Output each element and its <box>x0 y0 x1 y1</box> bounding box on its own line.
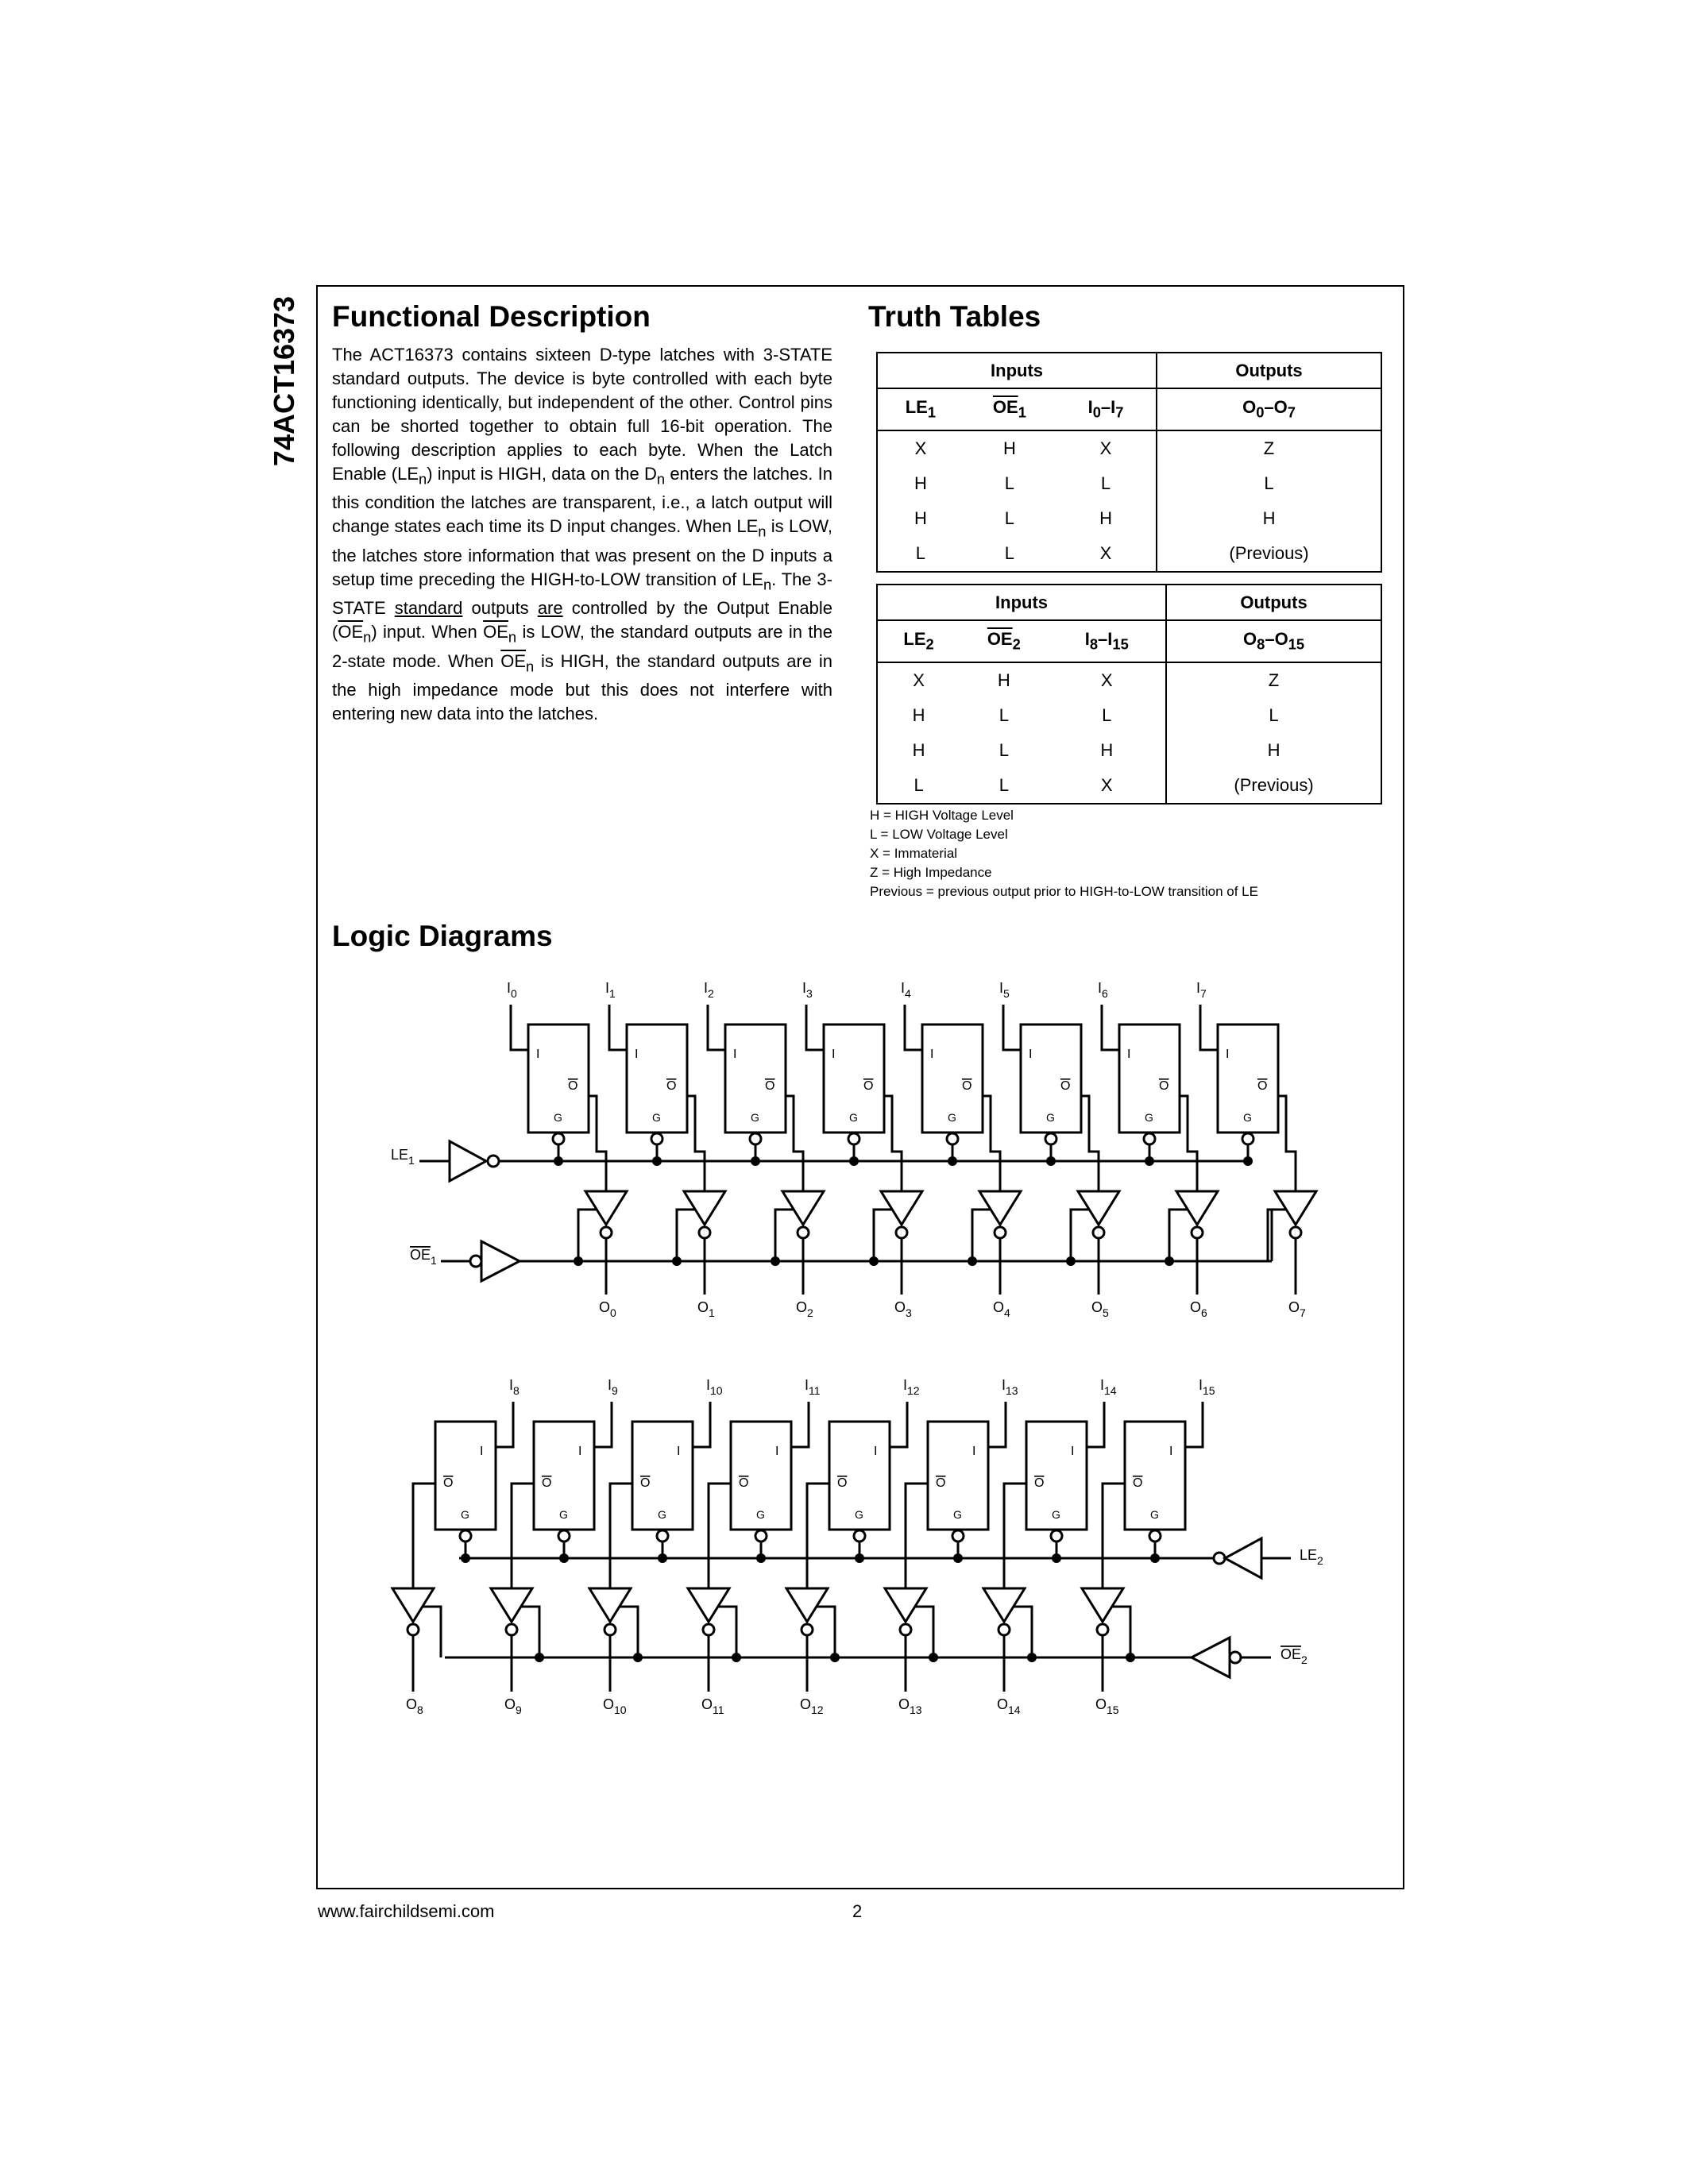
buffer-bubble <box>1093 1227 1104 1238</box>
output-buffer <box>491 1588 532 1622</box>
junction-dot <box>830 1653 840 1662</box>
data-output-label: $O_5$ <box>1091 1299 1109 1319</box>
legend-item: Previous = previous output prior to HIGH-to-LOW transition of LE <box>870 884 1258 899</box>
latch-g-bubble <box>460 1530 471 1542</box>
data-input-wire <box>511 1005 528 1050</box>
data-input-label: $I_4$ <box>901 980 911 1000</box>
latch-output-wire <box>1081 1096 1099 1191</box>
latch-pin-g: G <box>855 1508 863 1521</box>
data-input-label: $I_8$ <box>509 1377 520 1397</box>
data-output-label: $O_{13}$ <box>898 1696 922 1716</box>
junction-dot <box>1165 1256 1174 1266</box>
enable-wire <box>677 1210 695 1261</box>
data-input-label: $I_7$ <box>1196 980 1207 1000</box>
data-input-label: $I_9$ <box>608 1377 618 1397</box>
col-inputs: $I_0-I_7$ <box>1056 388 1157 430</box>
enable-wire <box>972 1210 991 1261</box>
latch-pin-o: O <box>1034 1476 1045 1490</box>
junction-dot <box>1145 1156 1154 1166</box>
latch-pin-o: O <box>962 1079 972 1093</box>
latch-pin-i: I <box>480 1445 484 1458</box>
junction-dot <box>633 1653 643 1662</box>
junction-dot <box>1243 1156 1253 1166</box>
latch-output-wire <box>884 1096 902 1191</box>
latch-pin-i: I <box>1226 1048 1230 1061</box>
output-buffer <box>585 1191 627 1225</box>
legend-item: H = HIGH Voltage Level <box>870 808 1014 823</box>
data-output-label: $O_{12}$ <box>800 1696 824 1716</box>
buffer-bubble <box>699 1227 710 1238</box>
data-input-wire <box>594 1402 612 1447</box>
enable-wire <box>874 1210 892 1261</box>
junction-dot <box>732 1653 741 1662</box>
data-input-wire <box>693 1402 710 1447</box>
col-oe: $\overline{OE}_2$ <box>960 620 1048 662</box>
output-buffer <box>1082 1588 1123 1622</box>
data-input-wire <box>496 1402 513 1447</box>
page-number: 2 <box>852 1901 863 1921</box>
latch-output-wire <box>1004 1484 1026 1588</box>
output-buffer <box>392 1588 434 1622</box>
legend-item: Z = High Impedance <box>870 865 992 880</box>
latch-g-bubble <box>1242 1133 1253 1144</box>
latch-pin-o: O <box>936 1476 946 1490</box>
le1-label: $LE_1$ <box>391 1147 415 1167</box>
latch-g-bubble <box>1045 1133 1056 1144</box>
latch-pin-i: I <box>1029 1048 1033 1061</box>
latch-pin-i: I <box>972 1445 976 1458</box>
junction-dot <box>1150 1553 1160 1563</box>
data-input-wire <box>1200 1005 1218 1050</box>
enable-wire <box>817 1607 835 1657</box>
buffer-bubble <box>408 1624 419 1635</box>
data-input-label: $I_0$ <box>507 980 517 1000</box>
latch-pin-o: O <box>542 1476 552 1490</box>
data-input-wire <box>1087 1402 1104 1447</box>
le1-bubble <box>488 1156 499 1167</box>
col-outputs: $O_0-O_7$ <box>1157 388 1381 430</box>
enable-wire <box>620 1607 638 1657</box>
data-output-label: $O_{11}$ <box>701 1696 724 1716</box>
data-input-wire <box>890 1402 907 1447</box>
junction-dot <box>1066 1256 1076 1266</box>
inputs-header: Inputs <box>877 585 1166 620</box>
data-input-label: $I_2$ <box>704 980 714 1000</box>
latch-pin-i: I <box>677 1445 681 1458</box>
data-input-wire <box>988 1402 1006 1447</box>
latch-g-bubble <box>755 1530 767 1542</box>
junction-dot <box>554 1156 563 1166</box>
junction-dot <box>461 1553 470 1563</box>
buffer-bubble <box>601 1227 612 1238</box>
enable-wire <box>775 1210 794 1261</box>
enable-wire <box>1014 1607 1032 1657</box>
data-input-wire <box>1102 1005 1119 1050</box>
data-input-label: $I_3$ <box>802 980 813 1000</box>
enable-wire <box>423 1607 441 1657</box>
data-input-label: $I_{13}$ <box>1002 1377 1018 1397</box>
junction-dot <box>771 1256 780 1266</box>
data-input-wire <box>806 1005 824 1050</box>
functional-description-heading: Functional Description <box>332 300 651 333</box>
junction-dot <box>756 1553 766 1563</box>
table-row: H L L L <box>877 466 1381 501</box>
data-input-label: $I_5$ <box>999 980 1010 1000</box>
table-row: L L X (Previous) <box>877 768 1381 804</box>
latch-pin-g: G <box>751 1111 759 1124</box>
col-oe: $\overline{OE}_1$ <box>964 388 1056 430</box>
latch-pin-i: I <box>635 1048 639 1061</box>
output-buffer <box>983 1588 1025 1622</box>
latch-g-bubble <box>947 1133 958 1144</box>
latch-pin-o: O <box>568 1079 578 1093</box>
enable-wire <box>718 1607 736 1657</box>
output-buffer <box>688 1588 729 1622</box>
latch-pin-o: O <box>837 1476 848 1490</box>
inputs-header: Inputs <box>877 353 1157 388</box>
latch-output-wire <box>413 1484 435 1588</box>
buffer-bubble <box>802 1624 813 1635</box>
junction-dot <box>968 1256 977 1266</box>
data-input-label: $I_6$ <box>1098 980 1108 1000</box>
oe1-label: $OE_1$ <box>410 1247 437 1267</box>
junction-dot <box>948 1156 957 1166</box>
data-input-label: $I_{10}$ <box>706 1377 723 1397</box>
data-output-label: $O_{14}$ <box>997 1696 1021 1716</box>
outputs-header: Outputs <box>1166 585 1381 620</box>
latch-pin-g: G <box>658 1508 666 1521</box>
col-outputs: $O_8-O_{15}$ <box>1166 620 1381 662</box>
buffer-bubble <box>506 1624 517 1635</box>
output-buffer <box>1078 1191 1119 1225</box>
oe2-buffer <box>1192 1638 1230 1677</box>
latch-pin-o: O <box>765 1079 775 1093</box>
latch-output-wire <box>709 1484 731 1588</box>
junction-dot <box>1126 1653 1135 1662</box>
junction-dot <box>855 1553 864 1563</box>
junction-dot <box>929 1653 938 1662</box>
latch-g-bubble <box>657 1530 668 1542</box>
junction-dot <box>652 1156 662 1166</box>
outputs-header: Outputs <box>1157 353 1381 388</box>
latch-output-wire <box>610 1484 632 1588</box>
data-input-wire <box>1185 1402 1203 1447</box>
functional-description-text: The ACT16373 contains sixteen D-type latches with 3-STATE standard outputs. The device is byte controlled with each byte functioning identically, but independent of the other. Control pins can be shorted together to obtain full 16-bit operation. The following description applies to each byte. When the Latch Enable $(LE_n)$ input is HIGH, data on the $D_n$ enters the latches. In this condition the latches are transparent, i.e., a latch output will change states each time its D input changes. When $LE_n$ is LOW, the latches store information that was present on the D inputs a setup time preceding the HIGH-to-LOW transition of $LE_n$. The 3-STATE standard outputs are controlled by the Output Enable $(\overline{OE}_n)$ input. When $\overline{OE}_n$ is LOW, the standard outputs are in the 2-state mode. When $\overline{OE}_n$ is HIGH, the standard outputs are in the high impedance mode but this does not interfere with entering new data into the latches. <box>332 345 833 723</box>
oe2-bubble <box>1230 1652 1241 1663</box>
latch-pin-g: G <box>1145 1111 1153 1124</box>
latch-pin-g: G <box>849 1111 858 1124</box>
output-buffer <box>589 1588 631 1622</box>
latch-pin-g: G <box>559 1508 568 1521</box>
col-le: $LE_2$ <box>877 620 960 662</box>
data-output-label: $O_{10}$ <box>603 1696 627 1716</box>
latch-g-bubble <box>854 1530 865 1542</box>
latch-pin-i: I <box>1169 1445 1173 1458</box>
latch-pin-i: I <box>930 1048 934 1061</box>
data-input-label: $I_1$ <box>605 980 616 1000</box>
junction-dot <box>559 1553 569 1563</box>
latch-pin-g: G <box>953 1508 962 1521</box>
buffer-bubble <box>1192 1227 1203 1238</box>
latch-pin-o: O <box>666 1079 677 1093</box>
data-output-label: $O_8$ <box>406 1696 423 1716</box>
junction-dot <box>535 1653 544 1662</box>
buffer-bubble <box>999 1624 1010 1635</box>
latch-pin-g: G <box>1243 1111 1252 1124</box>
latch-output-wire <box>512 1484 534 1588</box>
latch-pin-o: O <box>863 1079 874 1093</box>
latch-pin-o: O <box>640 1476 651 1490</box>
output-buffer <box>782 1191 824 1225</box>
latch-pin-i: I <box>1127 1048 1131 1061</box>
latch-output-wire <box>786 1096 803 1191</box>
enable-wire <box>521 1607 539 1657</box>
latch-pin-o: O <box>443 1476 454 1490</box>
latch-g-bubble <box>952 1530 964 1542</box>
latch-g-bubble <box>1144 1133 1155 1144</box>
junction-dot <box>869 1256 879 1266</box>
part-number: 74ACT16373 <box>268 295 300 467</box>
junction-dot <box>849 1156 859 1166</box>
table-row: H L H H <box>877 733 1381 768</box>
output-buffer <box>979 1191 1021 1225</box>
buffer-bubble <box>798 1227 809 1238</box>
data-output-label: $O_6$ <box>1190 1299 1207 1319</box>
output-buffer <box>684 1191 725 1225</box>
le2-buffer <box>1225 1538 1261 1578</box>
latch-output-wire <box>807 1484 829 1588</box>
latch-pin-g: G <box>554 1111 562 1124</box>
latch-pin-o: O <box>1257 1079 1268 1093</box>
output-buffer <box>1275 1191 1316 1225</box>
latch-g-bubble <box>1149 1530 1161 1542</box>
data-output-label: $O_2$ <box>796 1299 813 1319</box>
footer-url[interactable]: www.fairchildsemi.com <box>318 1901 495 1921</box>
enable-wire <box>1169 1210 1188 1261</box>
junction-dot <box>658 1553 667 1563</box>
latch-output-wire <box>1103 1484 1125 1588</box>
latch-output-wire <box>1180 1096 1197 1191</box>
legend-item: L = LOW Voltage Level <box>870 827 1008 842</box>
table-row: X H X Z <box>877 662 1381 698</box>
table-row: H L L L <box>877 698 1381 733</box>
latch-pin-o: O <box>739 1476 749 1490</box>
latch-pin-i: I <box>733 1048 737 1061</box>
buffer-bubble <box>995 1227 1006 1238</box>
latch-output-wire <box>589 1096 606 1191</box>
junction-dot <box>574 1256 583 1266</box>
data-input-label: $I_{12}$ <box>903 1377 920 1397</box>
data-output-label: $O_0$ <box>599 1299 616 1319</box>
logic-diagrams-heading: Logic Diagrams <box>332 920 553 952</box>
data-input-wire <box>791 1402 809 1447</box>
table-row: L L X (Previous) <box>877 536 1381 572</box>
junction-dot <box>751 1156 760 1166</box>
latch-pin-o: O <box>1133 1476 1143 1490</box>
data-output-label: $O_7$ <box>1288 1299 1306 1319</box>
buffer-bubble <box>1097 1624 1108 1635</box>
output-buffer <box>881 1191 922 1225</box>
junction-dot <box>1052 1553 1061 1563</box>
latch-g-bubble <box>651 1133 662 1144</box>
le1-buffer <box>450 1141 486 1181</box>
oe1-buffer <box>481 1241 520 1281</box>
enable-wire <box>915 1607 933 1657</box>
table-row: H L H H <box>877 501 1381 536</box>
junction-dot <box>953 1553 963 1563</box>
data-input-wire <box>905 1005 922 1050</box>
buffer-bubble <box>703 1624 714 1635</box>
latch-pin-g: G <box>1052 1508 1060 1521</box>
data-input-label: $I_{14}$ <box>1100 1377 1117 1397</box>
latch-g-bubble <box>558 1530 570 1542</box>
latch-pin-g: G <box>948 1111 956 1124</box>
latch-g-bubble <box>750 1133 761 1144</box>
latch-g-bubble <box>848 1133 859 1144</box>
legend-item: X = Immaterial <box>870 846 958 861</box>
latch-pin-g: G <box>1046 1111 1055 1124</box>
latch-output-wire <box>983 1096 1000 1191</box>
latch-output-wire <box>906 1484 928 1588</box>
data-output-label: $O_3$ <box>894 1299 912 1319</box>
table-row: X H X Z <box>877 430 1381 466</box>
latch-pin-i: I <box>775 1445 779 1458</box>
data-input-label: $I_{11}$ <box>805 1377 821 1397</box>
output-buffer <box>786 1588 828 1622</box>
data-output-label: $O_1$ <box>697 1299 715 1319</box>
enable-wire <box>1272 1210 1286 1261</box>
enable-wire <box>1268 1210 1286 1261</box>
data-input-wire <box>609 1005 627 1050</box>
latch-pin-i: I <box>1071 1445 1075 1458</box>
output-buffer <box>885 1588 926 1622</box>
latch-pin-g: G <box>461 1508 469 1521</box>
enable-wire <box>1112 1607 1130 1657</box>
junction-dot <box>1027 1653 1037 1662</box>
latch-pin-g: G <box>1150 1508 1159 1521</box>
junction-dot <box>672 1256 682 1266</box>
data-input-wire <box>708 1005 725 1050</box>
data-output-label: $O_4$ <box>993 1299 1010 1319</box>
latch-pin-i: I <box>874 1445 878 1458</box>
col-inputs: $I_8-I_{15}$ <box>1048 620 1166 662</box>
col-le: $LE_1$ <box>877 388 964 430</box>
latch-pin-i: I <box>832 1048 836 1061</box>
data-input-wire <box>1003 1005 1021 1050</box>
latch-pin-i: I <box>578 1445 582 1458</box>
oe2-label: $OE_2$ <box>1280 1646 1308 1666</box>
buffer-bubble <box>900 1624 911 1635</box>
junction-dot <box>1046 1156 1056 1166</box>
buffer-bubble <box>1290 1227 1301 1238</box>
enable-wire <box>578 1210 597 1261</box>
enable-wire <box>1071 1210 1089 1261</box>
buffer-bubble <box>605 1624 616 1635</box>
latch-pin-g: G <box>756 1508 765 1521</box>
data-output-label: $O_9$ <box>504 1696 522 1716</box>
le2-label: $LE_2$ <box>1300 1547 1323 1567</box>
output-buffer <box>1176 1191 1218 1225</box>
latch-pin-i: I <box>536 1048 540 1061</box>
latch-g-bubble <box>1051 1530 1062 1542</box>
truth-tables-heading: Truth Tables <box>868 300 1041 333</box>
oe1-bubble <box>470 1256 481 1267</box>
latch-output-wire <box>1278 1096 1296 1191</box>
buffer-bubble <box>896 1227 907 1238</box>
latch-pin-o: O <box>1159 1079 1169 1093</box>
latch-pin-g: G <box>652 1111 661 1124</box>
data-input-label: $I_{15}$ <box>1199 1377 1215 1397</box>
data-output-label: $O_{15}$ <box>1095 1696 1119 1716</box>
latch-output-wire <box>687 1096 705 1191</box>
latch-g-bubble <box>553 1133 564 1144</box>
latch-pin-o: O <box>1060 1079 1071 1093</box>
